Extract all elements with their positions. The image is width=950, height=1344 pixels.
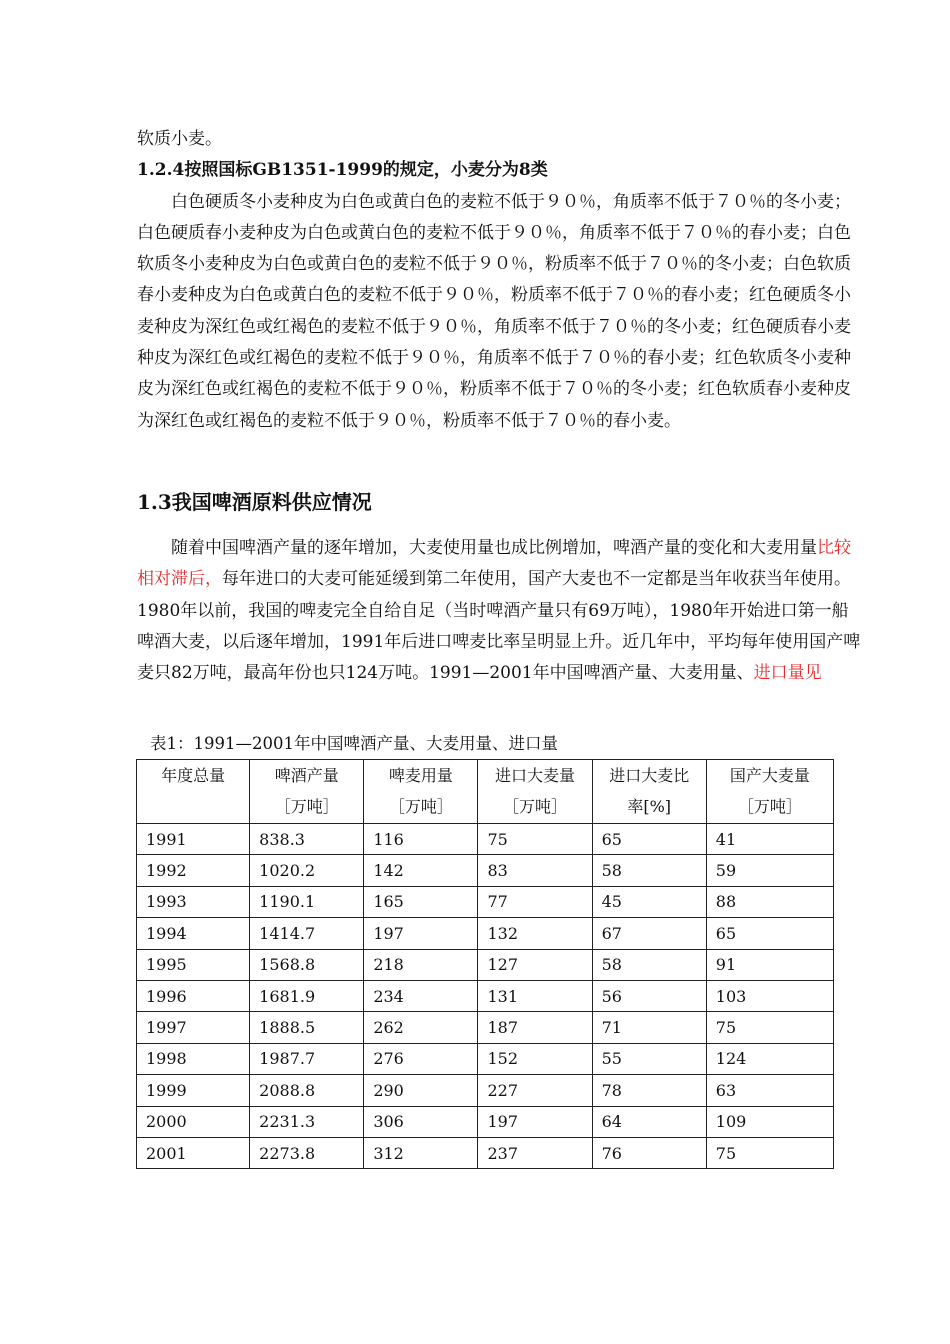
section-heading-1-3: 1.3我国啤酒原料供应情况	[137, 490, 372, 514]
table-cell: 1568.8	[250, 949, 364, 980]
table-cell: 45	[592, 886, 706, 917]
table-cell: 218	[364, 949, 478, 980]
table-row	[137, 1075, 834, 1106]
table-cell: 131	[478, 980, 592, 1011]
header-barley-usage: 啤麦用量 ［万吨］	[364, 760, 478, 824]
header-imported-barley: 进口大麦量 ［万吨］	[478, 760, 592, 824]
table-cell: 1681.9	[250, 980, 364, 1011]
table-row	[137, 1043, 834, 1074]
table-cell: 76	[592, 1137, 706, 1168]
table-row	[137, 855, 834, 886]
highlight-text-2: 进口量见	[753, 663, 822, 684]
table-cell: 1414.7	[250, 918, 364, 949]
section-heading-1-2-4: 1.2.4按照国标GB1351-1999的规定，小麦分为8类	[137, 160, 548, 181]
table-cell: 262	[364, 1012, 478, 1043]
table-cell: 1994	[137, 918, 250, 949]
table-cell: 91	[706, 949, 833, 980]
table-cell: 2273.8	[250, 1137, 364, 1168]
table-cell: 142	[364, 855, 478, 886]
table-cell: 2088.8	[250, 1075, 364, 1106]
table-cell: 103	[706, 980, 833, 1011]
table-cell: 55	[592, 1043, 706, 1074]
table-row	[137, 1137, 834, 1168]
header-year: 年度总量	[137, 760, 250, 824]
table-cell: 1996	[137, 980, 250, 1011]
table-row	[137, 949, 834, 980]
header-beer-output: 啤酒产量 ［万吨］	[250, 760, 364, 824]
highlight-text-1: 比较相对滞后，	[137, 538, 851, 590]
table-cell: 2000	[137, 1106, 250, 1137]
table-cell: 58	[592, 949, 706, 980]
table-row	[137, 1106, 834, 1137]
table-cell: 67	[592, 918, 706, 949]
table-cell: 77	[478, 886, 592, 917]
table-cell: 234	[364, 980, 478, 1011]
section-1-2-4	[137, 124, 861, 437]
table-cell: 71	[592, 1012, 706, 1043]
table-cell: 58	[592, 855, 706, 886]
table-cell: 306	[364, 1106, 478, 1137]
table-cell: 1987.7	[250, 1043, 364, 1074]
table-cell: 1888.5	[250, 1012, 364, 1043]
table-cell: 59	[706, 855, 833, 886]
header-domestic-barley: 国产大麦量 ［万吨］	[706, 760, 833, 824]
table-row	[137, 886, 834, 917]
table-body	[137, 824, 834, 1169]
table-cell: 1993	[137, 886, 250, 917]
table-cell: 197	[364, 918, 478, 949]
table-cell: 1190.1	[250, 886, 364, 917]
paragraph-text-1: 随着中国啤酒产量的逐年增加，大麦使用量也成比例增加，啤酒产量的变化和大麦用量	[171, 538, 817, 558]
table-row	[137, 824, 834, 855]
table-cell: 312	[364, 1137, 478, 1168]
wheat-classes-paragraph: 白色硬质冬小麦种皮为白色或黄白色的麦粒不低于９０％，角质率不低于７０％的冬小麦；白色硬质春小麦种皮为白色或黄白色的麦粒不低于９０％，角质率不低于７０％的春小麦；白色软质冬小麦种皮为白色或黄白色的麦粒不低于９０％，粉质率不低于７０％的冬小麦；白色软质春小麦种皮为白色或黄白色的麦粒不低于９０％，粉质率不低于７０％的春小麦；红色硬质冬小麦种皮为深红色或红褐色的麦粒不低于９０％，角质率不低于７０％的冬小麦；红色硬质春小麦种皮为深红色或红褐色的麦粒不低于９０％，角质率不低于７０％的春小麦；红色软质冬小麦种皮为深红色或红褐色的麦粒不低于９０％，粉质率不低于７０％的冬小麦；红色软质春小麦种皮为深红色或红褐色的麦粒不低于９０％，粉质率不低于７０％的春小麦。	[137, 191, 851, 431]
table-cell: 1991	[137, 824, 250, 855]
table-row	[137, 1012, 834, 1043]
table-cell: 1999	[137, 1075, 250, 1106]
table-cell: 64	[592, 1106, 706, 1137]
table-cell: 197	[478, 1106, 592, 1137]
paragraph-text-2: 每年进口的大麦可能延缓到第二年使用，国产大麦也不一定都是当年收获当年使用。1980年以前，我国的啤麦完全自给自足（当时啤酒产量只有69万吨），1980年开始进口第一船啤酒大麦，以后逐年增加，1991年后进口啤麦比率呈明显上升。近几年中，平均每年使用国产啤麦只82万吨，最高年份也只124万吨。1991—2001年中国啤酒产量、大麦用量、	[137, 569, 861, 684]
table-cell: 2231.3	[250, 1106, 364, 1137]
table-cell: 78	[592, 1075, 706, 1106]
lead-text: 软质小麦。	[137, 129, 222, 149]
section-1-3-body	[137, 533, 861, 689]
table-cell: 1995	[137, 949, 250, 980]
beer-supply-paragraph	[137, 533, 861, 689]
table-cell: 56	[592, 980, 706, 1011]
table-cell: 237	[478, 1137, 592, 1168]
table-cell: 75	[478, 824, 592, 855]
table-cell: 75	[706, 1137, 833, 1168]
table-cell: 127	[478, 949, 592, 980]
table-cell: 1998	[137, 1043, 250, 1074]
table-cell: 88	[706, 886, 833, 917]
table-cell: 290	[364, 1075, 478, 1106]
table-cell: 65	[592, 824, 706, 855]
beer-barley-table	[136, 759, 834, 1169]
table-cell: 132	[478, 918, 592, 949]
table-cell: 63	[706, 1075, 833, 1106]
table-header-row	[137, 760, 834, 824]
table-cell: 1992	[137, 855, 250, 886]
table-cell: 116	[364, 824, 478, 855]
table-cell: 2001	[137, 1137, 250, 1168]
table-cell: 75	[706, 1012, 833, 1043]
table-cell: 227	[478, 1075, 592, 1106]
table-cell: 1020.2	[250, 855, 364, 886]
table-cell: 65	[706, 918, 833, 949]
table-cell: 1997	[137, 1012, 250, 1043]
table-cell: 152	[478, 1043, 592, 1074]
table-cell: 124	[706, 1043, 833, 1074]
table-row	[137, 918, 834, 949]
header-import-ratio: 进口大麦比 率[%]	[592, 760, 706, 824]
table-cell: 109	[706, 1106, 833, 1137]
table-cell: 165	[364, 886, 478, 917]
table-cell: 276	[364, 1043, 478, 1074]
table-caption: 表1：1991—2001年中国啤酒产量、大麦用量、进口量	[150, 734, 558, 753]
table-cell: 41	[706, 824, 833, 855]
table-cell: 83	[478, 855, 592, 886]
table-row	[137, 980, 834, 1011]
table-cell: 838.3	[250, 824, 364, 855]
table-cell: 187	[478, 1012, 592, 1043]
